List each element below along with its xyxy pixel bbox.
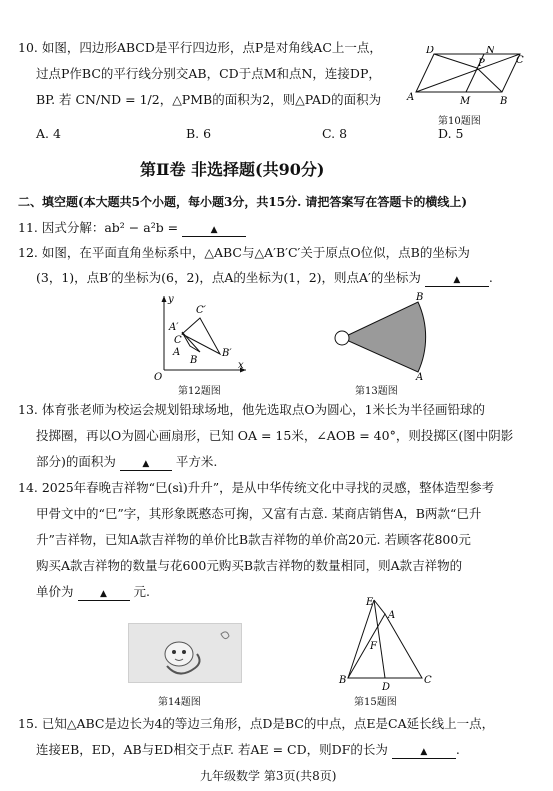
q12-label-x: x: [238, 360, 244, 371]
q12-label-a: A: [173, 347, 181, 358]
q12-label-b: B: [190, 355, 198, 366]
q10-label-d: D: [426, 46, 435, 56]
q10-label-m: M: [460, 96, 471, 107]
q10-option-c: C. 8: [322, 126, 348, 141]
q12-blank-mark: ▲: [453, 275, 461, 285]
q15-label-f: F: [370, 641, 377, 652]
q12-figure: [150, 292, 250, 380]
q10-label-n: N: [486, 46, 495, 56]
q14-line3: 升”吉祥物，已知A款吉祥物的单价比B款吉祥物的单价高20元. 若顾客花800元: [36, 532, 471, 547]
q11-text: 11. 因式分解：ab² − a²b =: [18, 220, 179, 235]
q15-line2-text: 连接EB，ED，AB与ED相交于点F. 若AE = CD，则DF的长为: [36, 742, 388, 757]
q11-answer-blank: [182, 224, 246, 237]
q13-line3: [36, 454, 217, 471]
q10-label-a: A: [407, 92, 415, 103]
snake-mascot-icon: [129, 624, 241, 682]
q14-line5-text: 单价为: [36, 584, 74, 599]
q14-line4: 购买A款吉祥物的数量与花600元购买B款吉祥物的数量相同，则A款吉祥物的: [36, 558, 463, 573]
q14-blank-mark: ▲: [100, 589, 107, 599]
q14-line2: 甲骨文中的“巳”字，其形象既憨态可掬，又富有古意. 某商店销售A，B两款“巳升: [36, 506, 482, 521]
q10-label-p: P: [478, 58, 485, 69]
q10-label-b: B: [500, 96, 508, 107]
q12-label-a-prime: A′: [169, 322, 179, 333]
q13-line1: 13. 体育张老师为校运会规划铅球场地，他先选取点O为圆心，1米长为半径画铅球的: [18, 402, 486, 417]
page-footer: 九年级数学 第3页(共8页): [200, 769, 337, 783]
q12-label-y: y: [168, 294, 174, 305]
q15-label-c: C: [424, 675, 432, 686]
q15-label-a: A: [388, 610, 396, 621]
q12-label-c-prime: C′: [196, 305, 206, 316]
q10-figure: [404, 46, 528, 116]
q15-caption: 第15题图: [354, 697, 397, 708]
q13-answer-blank: [120, 458, 172, 471]
q12-label-c: C: [174, 335, 182, 346]
q14-caption: 第14题图: [158, 697, 201, 708]
q12-line2: (3，1)，点B′的坐标为(6，2)，点A的坐标为(1，2)，则点A′的坐标为 ▲ .: [36, 270, 493, 285]
q15-line1: 15. 已知△ABC是边长为4的等边三角形，点D是BC的中点，点E是CA延长线上一点，: [18, 716, 495, 731]
q10-option-a: A. 4: [36, 126, 61, 141]
q15-blank-mark: ▲: [420, 747, 428, 757]
q10-option-d: D. 5: [438, 126, 464, 141]
q13-caption: 第13题图: [355, 386, 398, 397]
q10-line2: 过点P作BC的平行线分别交AB，CD于点M和点N，连接DP，: [36, 66, 381, 81]
q15-answer-blank: [392, 746, 456, 759]
section-title: 第Ⅱ卷 非选择题(共90分): [140, 160, 325, 179]
q13-blank-mark: ▲: [142, 459, 150, 469]
q10-line1: 10. 如图，四边形ABCD是平行四边形，点P是对角线AC上一点，: [18, 40, 382, 55]
q11-line: [18, 220, 246, 237]
q12-caption: 第12题图: [178, 386, 221, 397]
q13-line3-text: 部分)的面积为: [36, 454, 116, 469]
q15-label-b: B: [339, 675, 347, 686]
q13-line2: 投掷圈，再以O为圆心画扇形，已知 OA = 15米，∠AOB = 40°，则投掷区(图中阴影: [36, 428, 514, 443]
q15-figure: [336, 596, 436, 692]
q12-answer-blank: [425, 274, 489, 287]
q13-figure: [322, 290, 440, 380]
q14-line5: [36, 584, 150, 601]
q10-caption: 第10题图: [438, 116, 481, 127]
q11-blank-mark: ▲: [210, 225, 218, 235]
q14-mascot-photo: [128, 623, 242, 683]
q10-label-c: C: [516, 55, 524, 66]
q12-label-b-prime: B′: [222, 348, 232, 359]
q15-label-e: E: [366, 597, 374, 608]
q15-label-d: D: [382, 682, 391, 692]
q13-label-b: B: [416, 292, 424, 303]
q14-line1: 14. 2025年春晚吉祥物“巳(sì)升升”，是从中华传统文化中寻找的灵感，整体造型参考: [18, 480, 495, 495]
q13-unit: 平方米.: [175, 454, 218, 469]
q14-unit: 元.: [133, 584, 150, 599]
q15-line2: 连接EB，ED，AB与ED相交于点F. 若AE = CD，则DF的长为 ▲ .: [36, 742, 460, 757]
q10-line3: BP. 若 CN/ND = 1/2，△PMB的面积为2，则△PAD的面积为: [36, 92, 382, 107]
q12-line2-text: (3，1)，点B′的坐标为(6，2)，点A的坐标为(1，2)，则点A′的坐标为: [36, 270, 421, 285]
q13-label-a: A: [416, 372, 424, 380]
q12-label-o: O: [154, 372, 163, 380]
q10-option-b: B. 6: [186, 126, 212, 141]
part2-header: 二、填空题(本大题共5个小题，每小题3分，共15分. 请把答案写在答题卡的横线上): [18, 195, 468, 209]
q14-answer-blank: [78, 588, 130, 601]
q12-line1: 12. 如图，在平面直角坐标系中，△ABC与△A′B′C′关于原点O位似，点B的坐标为: [18, 245, 470, 260]
